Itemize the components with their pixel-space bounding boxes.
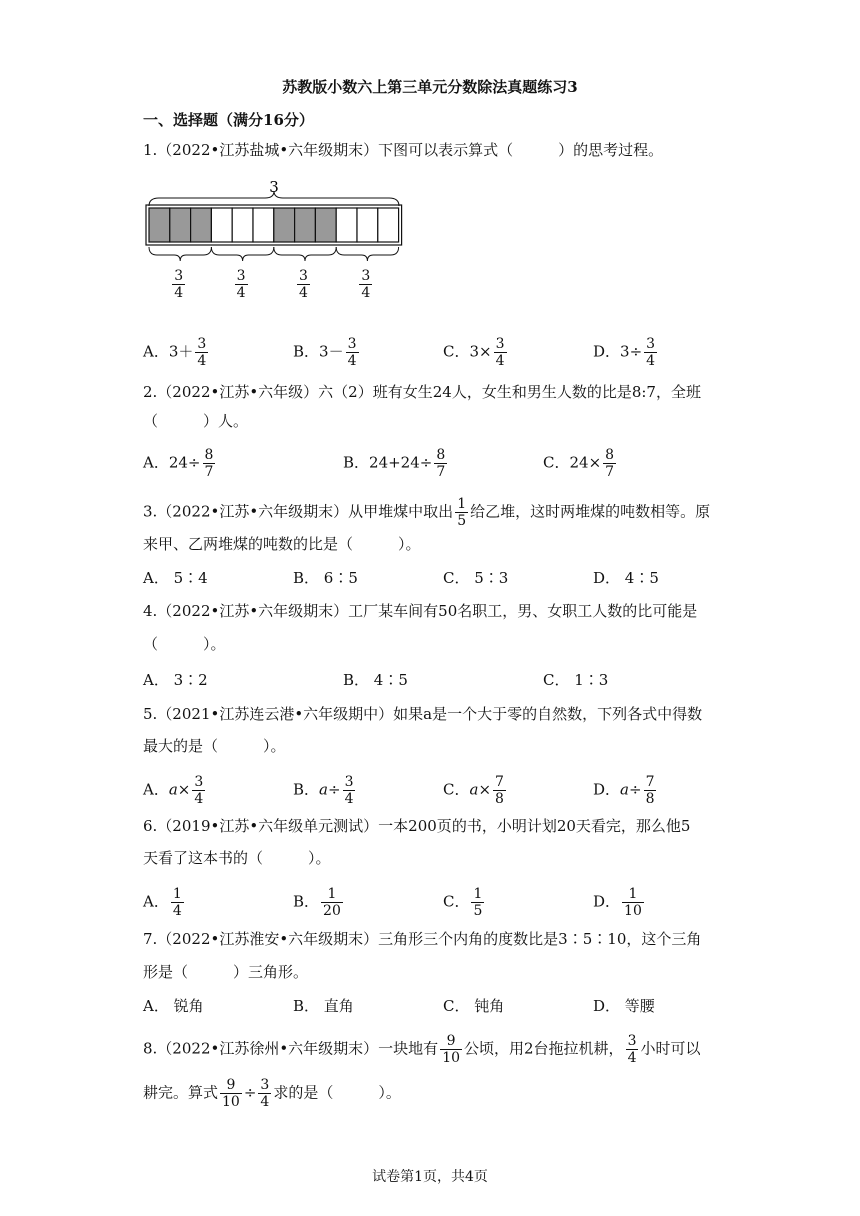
question-6-text: 6.（2019•江苏•六年级单元测试）一本200页的书，小明计划20天看完，那么他5	[143, 817, 691, 835]
option-b[interactable]: B． 4∶5	[343, 671, 408, 689]
question-3-text: 3.（2022•江苏•六年级期末）从甲堆煤中取出 $\frac{1}{5}$ 给乙堆，这时两堆煤的吨数相等。原	[143, 496, 711, 529]
option-c[interactable]: C． 5∶3	[443, 569, 509, 587]
bar-cells	[146, 205, 402, 245]
group-brace	[336, 247, 398, 261]
group-brace	[211, 247, 273, 261]
question-7-text: 7.（2022•江苏淮安•六年级期末）三角形三个内角的度数比是3∶5∶10，这个三角	[143, 930, 702, 948]
shaded-cell	[170, 208, 191, 242]
shaded-cell	[315, 208, 336, 242]
fraction: $\frac{3}{4}$	[197, 336, 207, 369]
question-5-text: 5.（2021•江苏连云港•六年级期中）如果a是一个大于零的自然数，下列各式中得数	[143, 705, 703, 723]
empty-cell	[253, 208, 274, 242]
fraction: $\frac{9}{10}$	[442, 1033, 461, 1066]
top-brace	[149, 191, 399, 206]
fraction: $\frac{3}{4}$	[260, 1077, 270, 1110]
part-label: $\frac{3}{4}$	[299, 268, 308, 301]
empty-cell	[336, 208, 357, 242]
empty-cell	[232, 208, 253, 242]
question-7-text-cont: 形是（ ）三角形。	[143, 963, 309, 981]
part-label: $\frac{3}{4}$	[236, 268, 246, 301]
bottom-braces	[149, 247, 399, 261]
option-d[interactable]: D． $\frac{1}{10}$	[593, 886, 642, 919]
question-1-text: 1.（2022•江苏盐城•六年级期末）下图可以表示算式（ ）的思考过程。	[143, 141, 664, 159]
option-d[interactable]: D． 4∶5	[593, 569, 659, 587]
option-c[interactable]: C． $\frac{1}{5}$	[443, 886, 483, 919]
empty-cell	[211, 208, 232, 242]
option-a[interactable]: A．a× $\frac{3}{4}$	[143, 774, 204, 807]
question-2-text: 2.（2022•江苏•六年级）六（2）班有女生24人，女生和男生人数的比是8:7，全班	[143, 383, 701, 401]
question-2-text-cont: （ ）人。	[143, 412, 249, 430]
fraction: $\frac{8}{7}$	[436, 447, 446, 480]
fraction: $\frac{3}{4}$	[344, 774, 354, 807]
fraction: $\frac{3}{4}$	[194, 774, 204, 807]
question-8-text-cont: 耕完。算式 $\frac{9}{10}$ ÷ $\frac{3}{4}$ 求的是（ ）。	[143, 1077, 401, 1110]
option-b[interactable]: B．3－ $\frac{3}{4}$	[293, 336, 357, 369]
shaded-cell	[274, 208, 295, 242]
fraction: $\frac{1}{20}$	[323, 886, 341, 919]
option-c[interactable]: C．3× $\frac{3}{4}$	[443, 336, 505, 369]
empty-cell	[378, 208, 399, 242]
page-title: 苏教版小数六上第三单元分数除法真题练习3	[282, 78, 578, 96]
option-a[interactable]: A．24÷ $\frac{8}{7}$	[143, 447, 214, 480]
question-6-text-cont: 天看了这本书的（ ）。	[143, 849, 331, 867]
fraction: $\frac{9}{10}$	[222, 1077, 240, 1110]
fraction: $\frac{1}{4}$	[172, 886, 182, 919]
option-d[interactable]: D．3÷ $\frac{3}{4}$	[593, 336, 656, 369]
option-b[interactable]: B．24+24÷ $\frac{8}{7}$	[343, 447, 446, 480]
option-d[interactable]: D．a÷ $\frac{7}{8}$	[593, 774, 655, 807]
question-4-text: 4.（2022•江苏•六年级期末）工厂某车间有50名职工，男、女职工人数的比可能是	[143, 602, 698, 620]
part-label: $\frac{3}{4}$	[361, 268, 371, 301]
fraction: $\frac{7}{8}$	[645, 774, 655, 807]
part-label: $\frac{3}{4}$	[174, 268, 184, 301]
fraction: $\frac{8}{7}$	[605, 447, 615, 480]
fraction: $\frac{3}{4}$	[347, 336, 357, 369]
option-a[interactable]: A． $\frac{1}{4}$	[143, 886, 182, 919]
option-a[interactable]: A．3＋ $\frac{3}{4}$	[143, 336, 207, 369]
option-c[interactable]: C． 钝角	[443, 997, 505, 1015]
fraction: $\frac{7}{8}$	[495, 774, 504, 807]
empty-cell	[357, 208, 378, 242]
section-heading: 一、选择题（满分16分）	[143, 111, 314, 129]
question-5-text-cont: 最大的是（ ）。	[143, 737, 286, 755]
option-a[interactable]: A． 锐角	[143, 997, 204, 1015]
group-brace	[274, 247, 336, 261]
question-8-text: 8.（2022•江苏徐州•六年级期末）一块地有 $\frac{9}{10}$ 公顷，用2台拖拉机耕， $\frac{3}{4}$ 小时可以	[143, 1033, 701, 1066]
group-brace	[149, 247, 211, 261]
fraction: $\frac{8}{7}$	[204, 447, 214, 480]
page-footer: 试卷第1页，共4页	[372, 1169, 488, 1185]
option-b[interactable]: B． $\frac{1}{20}$	[293, 886, 341, 919]
option-a[interactable]: A． 3∶2	[143, 671, 208, 689]
shaded-cell	[191, 208, 212, 242]
fraction: $\frac{1}{5}$	[473, 886, 483, 919]
fraction: $\frac{3}{4}$	[495, 336, 505, 369]
option-d[interactable]: D． 等腰	[593, 997, 655, 1015]
fraction: $\frac{3}{4}$	[646, 336, 656, 369]
option-b[interactable]: B． 直角	[293, 997, 354, 1015]
fraction: $\frac{1}{5}$	[457, 496, 467, 529]
shaded-cell	[295, 208, 316, 242]
fraction: $\frac{3}{4}$	[627, 1033, 637, 1066]
option-c[interactable]: C．a× $\frac{7}{8}$	[443, 774, 504, 807]
total-label: 3	[269, 178, 279, 196]
question-3-text-cont: 来甲、乙两堆煤的吨数的比是（ ）。	[143, 535, 421, 553]
option-a[interactable]: A． 5∶4	[143, 569, 208, 587]
option-c[interactable]: C．24× $\frac{8}{7}$	[543, 447, 615, 480]
shaded-cell	[149, 208, 170, 242]
fraction: $\frac{1}{10}$	[624, 886, 642, 919]
option-b[interactable]: B．a÷ $\frac{3}{4}$	[293, 774, 354, 807]
option-c[interactable]: C． 1∶3	[543, 671, 609, 689]
question-4-text-cont: （ ）。	[143, 635, 226, 653]
option-b[interactable]: B． 6∶5	[293, 569, 358, 587]
